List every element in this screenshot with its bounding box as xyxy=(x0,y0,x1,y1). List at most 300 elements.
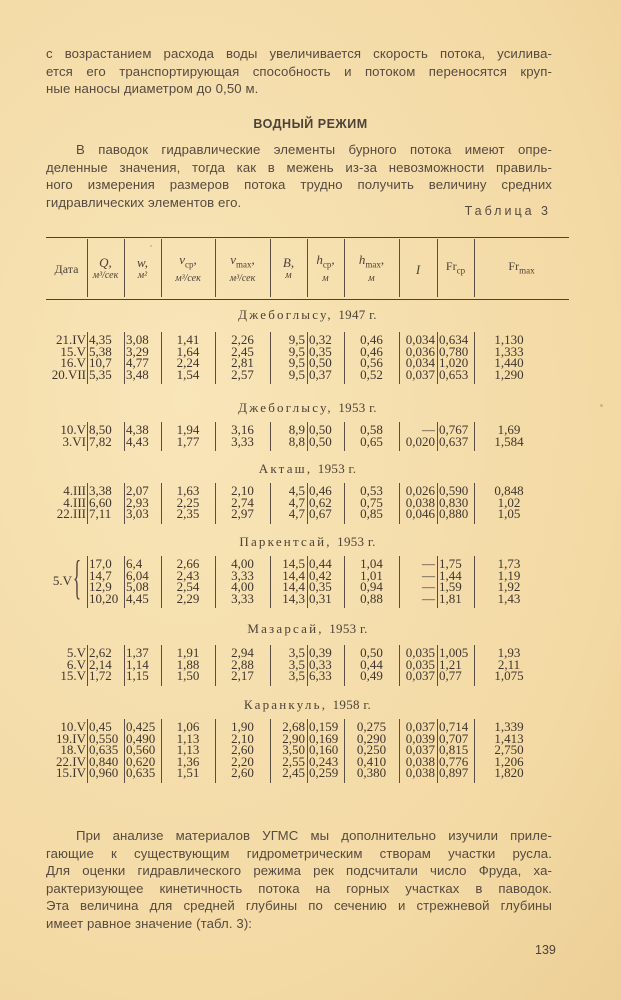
table-cell: 0,94 xyxy=(360,579,383,595)
table-cell: 2,45 xyxy=(231,343,254,359)
table-cell: 10,20 xyxy=(89,590,119,606)
table-cell: 2,55 xyxy=(282,753,305,769)
table-cell: 0,620 xyxy=(126,753,156,769)
text-line: с возрастанием расхода воды увеличивается скорость потока, усилива- xyxy=(46,46,552,61)
table-column xyxy=(161,558,215,604)
header-v-avg: $v_{ср}$, м³/сек xyxy=(175,252,201,284)
table-column xyxy=(344,721,399,779)
table-column xyxy=(474,424,544,447)
table-cell: 3,08 xyxy=(126,332,149,347)
table-cell: 0,410 xyxy=(356,753,387,769)
table-cell: 2,74 xyxy=(231,494,254,510)
table-cell: — xyxy=(422,422,435,437)
table-cell: 7,11 xyxy=(89,506,112,522)
table-column xyxy=(401,721,435,779)
paragraph-3 xyxy=(46,827,552,933)
column-divider xyxy=(437,332,438,384)
text-line: Для оценки гидравлического режима рек подсчитали число Фруда, ха- xyxy=(46,863,552,879)
table-cell: 1,05 xyxy=(497,506,521,522)
table-cell: — xyxy=(422,567,435,583)
table-cell: 4,7 xyxy=(288,506,305,522)
table-cell: 1,50 xyxy=(176,668,200,684)
column-divider xyxy=(399,332,400,384)
table-cell: 2,93 xyxy=(126,494,149,510)
header-symbol: v xyxy=(230,252,237,268)
text-line: ется его транспортирующая способность и потоком переносятся круп- xyxy=(46,63,552,79)
table-cell: 2,57 xyxy=(231,366,254,382)
column-divider xyxy=(399,556,400,608)
table-cell: 0,88 xyxy=(360,590,383,606)
station-name: Мазарсай, xyxy=(247,621,324,636)
table-column xyxy=(309,647,343,682)
header-subscript: ср xyxy=(185,259,194,270)
table-column xyxy=(126,334,160,380)
table-cell: 1,13 xyxy=(176,730,200,746)
text-line: ные наносы диаметром до 0,50 м. xyxy=(46,81,259,97)
header-unit: м xyxy=(368,272,375,284)
table-cell: 0,169 xyxy=(309,730,339,746)
table-cell: 0,635 xyxy=(89,742,119,758)
table-column xyxy=(344,334,399,380)
table-cell: 0,840 xyxy=(89,753,119,769)
table-cell: 0,62 xyxy=(309,494,332,510)
table-cell: 3.VI xyxy=(62,433,86,449)
station-year: 1953 г. xyxy=(337,534,376,549)
station-name: Джебоглысу, xyxy=(238,400,333,415)
table-cell: 16.V xyxy=(60,355,86,371)
table-column xyxy=(439,558,473,604)
table-cell: 0,49 xyxy=(360,668,383,684)
table-cell: 0,53 xyxy=(360,483,383,498)
column-divider xyxy=(437,556,438,608)
table-cell: 0,038 xyxy=(405,753,435,769)
table-cell: 10,7 xyxy=(89,355,112,371)
table-column xyxy=(161,424,215,447)
table-cell: 12,9 xyxy=(89,579,112,595)
table-cell: 1,59 xyxy=(439,579,462,595)
table-cell: 2,43 xyxy=(176,567,200,583)
table-cell: 0,50 xyxy=(309,422,332,437)
table-column xyxy=(46,721,86,779)
table-column xyxy=(215,721,270,779)
table-column xyxy=(46,485,86,520)
table-cell: 2,97 xyxy=(231,506,254,522)
text-line: При анализе материалов УГМС мы дополнительно изучили приле- xyxy=(76,828,552,843)
table-cell: 3,33 xyxy=(231,567,254,583)
table-cell: 1,820 xyxy=(494,765,524,781)
header-date xyxy=(46,243,87,295)
table-cell: 0,39 xyxy=(309,645,332,660)
table-column xyxy=(439,647,473,682)
header-unit: м² xyxy=(137,270,148,281)
table-cell: 8,9 xyxy=(288,422,305,437)
header-symbol: v xyxy=(179,252,186,268)
column-divider xyxy=(124,332,125,384)
table-cell: 1,02 xyxy=(497,494,521,510)
table-cell: 0,490 xyxy=(126,730,156,746)
table-column xyxy=(344,424,399,447)
header-unit: м xyxy=(285,270,292,281)
table-cell: 1,13 xyxy=(176,742,200,758)
table-cell: 1,005 xyxy=(439,645,469,660)
table-column xyxy=(46,424,86,447)
header-fr-avg xyxy=(437,243,474,295)
table-cell: 14,4 xyxy=(282,567,305,583)
text-line: гидравлических элементов его. xyxy=(46,194,242,210)
column-divider xyxy=(124,556,125,608)
table-cell: 0,037 xyxy=(405,719,435,734)
table-cell: 1,06 xyxy=(176,719,200,734)
table-cell: 6,4 xyxy=(126,556,143,571)
table-cell: 4,77 xyxy=(126,355,149,371)
table-cell: 1,73 xyxy=(497,556,521,571)
table-cell: 2,24 xyxy=(176,355,200,371)
station-year: 1953 г. xyxy=(329,621,368,636)
table-cell: 0,634 xyxy=(439,332,469,347)
column-divider xyxy=(437,719,438,783)
header-fr-max xyxy=(474,243,569,295)
table-cell: 0,37 xyxy=(309,366,332,382)
table-cell: 0,275 xyxy=(356,719,387,734)
table-cell: 18.V xyxy=(60,742,86,758)
table-column xyxy=(270,424,305,447)
table-cell: 0,46 xyxy=(360,332,383,347)
table-cell: 9,5 xyxy=(288,343,305,359)
text-line: Эта величина для средней глубины по сечению и стрежневой глубины xyxy=(46,898,552,914)
table-cell: 2,07 xyxy=(126,483,149,498)
table-cell: 0,259 xyxy=(309,765,339,781)
table-column xyxy=(474,334,544,380)
table-cell: 0,160 xyxy=(309,742,339,758)
table-cell: 0,65 xyxy=(360,433,383,449)
table-cell: 3,48 xyxy=(126,366,149,382)
table-cell: 0,44 xyxy=(360,656,383,672)
table-cell: 0,290 xyxy=(356,730,387,746)
group-title xyxy=(46,461,569,477)
table-cell: 22.IV xyxy=(56,753,86,769)
table-cell: 0,707 xyxy=(439,730,469,746)
table-cell: 2,10 xyxy=(231,730,254,746)
table-cell: 3,5 xyxy=(288,645,305,660)
page-number: 139 xyxy=(535,943,556,957)
table-column xyxy=(309,558,343,604)
text-line: ного измерения размеров потока трудно получить величину средних xyxy=(46,177,552,193)
table-cell: 1,64 xyxy=(176,343,200,359)
table-cell: 0,035 xyxy=(405,656,435,672)
table-column xyxy=(474,558,544,604)
table-cell: 0,75 xyxy=(360,494,383,510)
table-cell: 4,43 xyxy=(126,433,149,449)
table-cell: 15.V xyxy=(60,668,86,684)
table-cell: 0,50 xyxy=(309,433,332,449)
station-name: Акташ, xyxy=(258,461,313,476)
table-cell: 0,35 xyxy=(309,343,332,359)
station-year: 1958 г. xyxy=(332,697,372,712)
table-cell: 2,25 xyxy=(176,494,200,510)
table-column xyxy=(161,334,215,380)
column-divider xyxy=(437,422,438,451)
table-cell: 14,5 xyxy=(282,556,305,571)
table-cell: 2,29 xyxy=(176,590,200,606)
table-cell: 1,54 xyxy=(176,366,200,382)
table-cell: 0,897 xyxy=(439,765,469,781)
table-cell: 1,339 xyxy=(494,719,524,734)
text-line: гающие к существующим гидрометрическим створам участки русла. xyxy=(46,845,552,861)
group-title xyxy=(46,697,569,713)
paper-spot xyxy=(600,404,603,407)
table-column xyxy=(270,485,305,520)
table-cell: 1,69 xyxy=(497,422,521,437)
table-cell: 4,00 xyxy=(231,579,254,595)
table-cell: 0,039 xyxy=(405,730,435,746)
column-divider xyxy=(307,556,308,608)
brace-icon: { xyxy=(73,551,82,604)
table-column xyxy=(89,721,123,779)
table-column xyxy=(126,647,160,682)
paper-spot xyxy=(150,245,152,247)
table-cell: 4,45 xyxy=(126,590,149,606)
table-cell: 3,03 xyxy=(126,506,149,522)
header-symbol: h xyxy=(316,252,323,268)
table-cell: 2,66 xyxy=(176,556,200,571)
table-cell: 1,020 xyxy=(439,355,469,371)
table-cell: 3,33 xyxy=(231,433,254,449)
table-cell: 1,075 xyxy=(494,668,524,684)
table-cell: 0,046 xyxy=(405,506,435,522)
brace-date: 5.V xyxy=(52,573,72,589)
table-cell: 0,637 xyxy=(439,433,469,449)
table-cell: 0,159 xyxy=(309,719,339,734)
table-column xyxy=(215,334,270,380)
table-cell: 0,034 xyxy=(405,332,435,347)
table-cell: 0,380 xyxy=(356,765,387,781)
table-cell: 2,90 xyxy=(282,730,305,746)
table-column xyxy=(344,647,399,682)
table-cell: 4.III xyxy=(63,483,86,498)
table-column xyxy=(439,424,473,447)
table-column xyxy=(215,558,270,604)
table-cell: 0,77 xyxy=(439,668,462,684)
table-cell: 15.V xyxy=(60,343,86,359)
table-cell: 1,92 xyxy=(497,579,521,595)
table-cell: 0,46 xyxy=(309,483,332,498)
table-top-rule xyxy=(46,237,569,238)
header-v-max: $v_{max}$, м³/сек xyxy=(229,252,256,284)
table-column xyxy=(474,647,544,682)
table-cell: 5,38 xyxy=(89,343,112,359)
table-column xyxy=(309,334,343,380)
table-cell: 5,35 xyxy=(89,366,112,382)
table-cell: 4,5 xyxy=(288,483,305,498)
table-column xyxy=(401,424,435,447)
column-divider xyxy=(87,332,88,384)
column-divider xyxy=(87,483,88,524)
table-cell: 2,54 xyxy=(176,579,200,595)
table-cell: 0,52 xyxy=(360,366,383,382)
table-cell: 4,00 xyxy=(231,556,254,571)
table-cell: 2,94 xyxy=(231,645,254,660)
table-cell: 2,68 xyxy=(282,719,305,734)
table-cell: 0,50 xyxy=(309,355,332,371)
table-column xyxy=(401,485,435,520)
table-cell: 9,5 xyxy=(288,332,305,347)
header-symbol: I xyxy=(415,261,421,277)
header-symbol: Fr xyxy=(445,259,457,274)
group-title xyxy=(46,400,569,416)
table-cell: 1,44 xyxy=(439,567,462,583)
header-h-max: $h_{max}$, м xyxy=(358,252,385,284)
table-cell: 14,4 xyxy=(282,579,305,595)
table-column xyxy=(89,334,123,380)
table-cell: 2,81 xyxy=(231,355,254,371)
table-cell: 1,81 xyxy=(439,590,462,606)
header-unit: м³/сек xyxy=(92,270,119,281)
table-cell: 0,250 xyxy=(356,742,387,758)
table-cell: 1,90 xyxy=(231,719,254,734)
table-cell: 1,584 xyxy=(494,433,524,449)
table-column xyxy=(270,334,305,380)
table-column xyxy=(439,485,473,520)
table-cell: 8,8 xyxy=(288,433,305,449)
table-column xyxy=(344,485,399,520)
table-cell: 0,020 xyxy=(405,433,435,449)
table-cell: 14,7 xyxy=(89,567,112,583)
header-label: Дата xyxy=(54,261,79,276)
table-cell: 6,04 xyxy=(126,567,149,583)
table-cell: 0,036 xyxy=(405,343,435,359)
table-cell: 1,36 xyxy=(176,753,200,769)
table-column xyxy=(439,721,473,779)
table-cell: 0,31 xyxy=(309,590,332,606)
table-cell: 20.VII xyxy=(51,366,86,382)
table-cell: 0,653 xyxy=(439,366,469,382)
table-cell: 2,35 xyxy=(176,506,200,522)
table-cell: 1,63 xyxy=(176,483,200,498)
table-cell: 2,45 xyxy=(282,765,305,781)
column-divider xyxy=(307,483,308,524)
table-cell: 0,037 xyxy=(405,668,435,684)
table-cell: 3,16 xyxy=(231,422,254,437)
table-cell: 5.V xyxy=(66,645,86,660)
column-divider xyxy=(307,422,308,451)
table-cell: 0,425 xyxy=(126,719,156,734)
table-cell: 1,440 xyxy=(494,355,524,371)
column-divider xyxy=(124,422,125,451)
text-line: В паводок гидравлические элементы бурного потока имеют опре- xyxy=(76,142,552,157)
section-heading: ВОДНЫЙ РЕЖИМ xyxy=(253,117,368,131)
table-cell: 6,60 xyxy=(89,494,112,510)
table-cell: 17,0 xyxy=(89,556,112,571)
table-cell: 4,38 xyxy=(126,422,149,437)
table-column xyxy=(309,485,343,520)
table-cell: 0,35 xyxy=(309,579,332,595)
table-header-rule xyxy=(46,299,569,300)
table-cell: 0,815 xyxy=(439,742,469,758)
table-cell: 1,93 xyxy=(497,645,521,660)
table-cell: 2,60 xyxy=(231,742,254,758)
table-cell: 0,026 xyxy=(405,483,435,498)
table-cell: 0,037 xyxy=(405,742,435,758)
table-cell: 4,35 xyxy=(89,332,112,347)
table-cell: 1,94 xyxy=(176,422,200,437)
table-cell: 0,035 xyxy=(405,645,435,660)
table-column xyxy=(46,647,86,682)
table-column xyxy=(270,558,305,604)
table-cell: 1,130 xyxy=(494,332,524,347)
table-cell: 0,830 xyxy=(439,494,469,510)
table-cell: 0,67 xyxy=(309,506,332,522)
table-cell: 1,51 xyxy=(176,765,200,781)
table-cell: 4.III xyxy=(63,494,86,510)
paragraph-2 xyxy=(46,141,552,211)
text-line: имеет равное значение (табл. 3): xyxy=(46,915,253,931)
table-column xyxy=(89,647,123,682)
header-unit: м xyxy=(322,272,329,284)
table-cell: 2,750 xyxy=(494,742,524,758)
column-divider xyxy=(124,645,125,686)
table-cell: 2,11 xyxy=(497,656,521,672)
table-cell: 3,5 xyxy=(288,668,305,684)
column-divider xyxy=(87,645,88,686)
table-cell: 1,15 xyxy=(126,668,149,684)
table-cell: 14,3 xyxy=(282,590,305,606)
table-column xyxy=(89,558,123,604)
table-cell: 7,82 xyxy=(89,433,112,449)
table-column xyxy=(344,558,399,604)
group-title xyxy=(46,307,569,323)
header-subscript: max xyxy=(365,259,381,270)
column-divider xyxy=(307,645,308,686)
table-cell: 0,56 xyxy=(360,355,383,371)
table-cell: 3,5 xyxy=(288,656,305,672)
station-name: Джебоглысу, xyxy=(238,307,333,322)
table-cell: 1,41 xyxy=(176,332,200,347)
table-cell: 19.IV xyxy=(56,730,86,746)
table-cell: 1,88 xyxy=(176,656,200,672)
group-title xyxy=(46,621,569,637)
table-cell: 0,44 xyxy=(309,556,332,571)
table-cell: 4,7 xyxy=(288,494,305,510)
header-symbol: Fr xyxy=(508,259,520,274)
table-column xyxy=(270,647,305,682)
station-name: Каранкуль, xyxy=(243,697,328,712)
table-cell: 0,50 xyxy=(360,645,383,660)
table-cell: 1,21 xyxy=(439,656,462,672)
table-cell: 0,037 xyxy=(405,366,435,382)
header-h-avg: $h_{ср}$, м xyxy=(316,252,335,284)
column-divider xyxy=(124,483,125,524)
table-column xyxy=(89,424,123,447)
table-column xyxy=(161,721,215,779)
table-cell: 0,550 xyxy=(89,730,119,746)
table-cell: — xyxy=(422,590,435,606)
station-year: 1953 г. xyxy=(338,400,377,415)
table-cell: 10.V xyxy=(60,422,86,437)
header-symbol: w, xyxy=(137,255,148,270)
table-column xyxy=(474,721,544,779)
column-divider xyxy=(399,645,400,686)
table-cell: 2,14 xyxy=(89,656,112,672)
table-cell: 0,46 xyxy=(360,343,383,359)
table-column xyxy=(126,558,160,604)
table-cell: 5,08 xyxy=(126,579,149,595)
table-cell: 1,01 xyxy=(360,567,383,583)
header-subscript: max xyxy=(519,265,535,276)
table-cell: 3,29 xyxy=(126,343,149,359)
column-divider xyxy=(124,719,125,783)
table-column xyxy=(126,721,160,779)
table-cell: 3,38 xyxy=(89,483,112,498)
